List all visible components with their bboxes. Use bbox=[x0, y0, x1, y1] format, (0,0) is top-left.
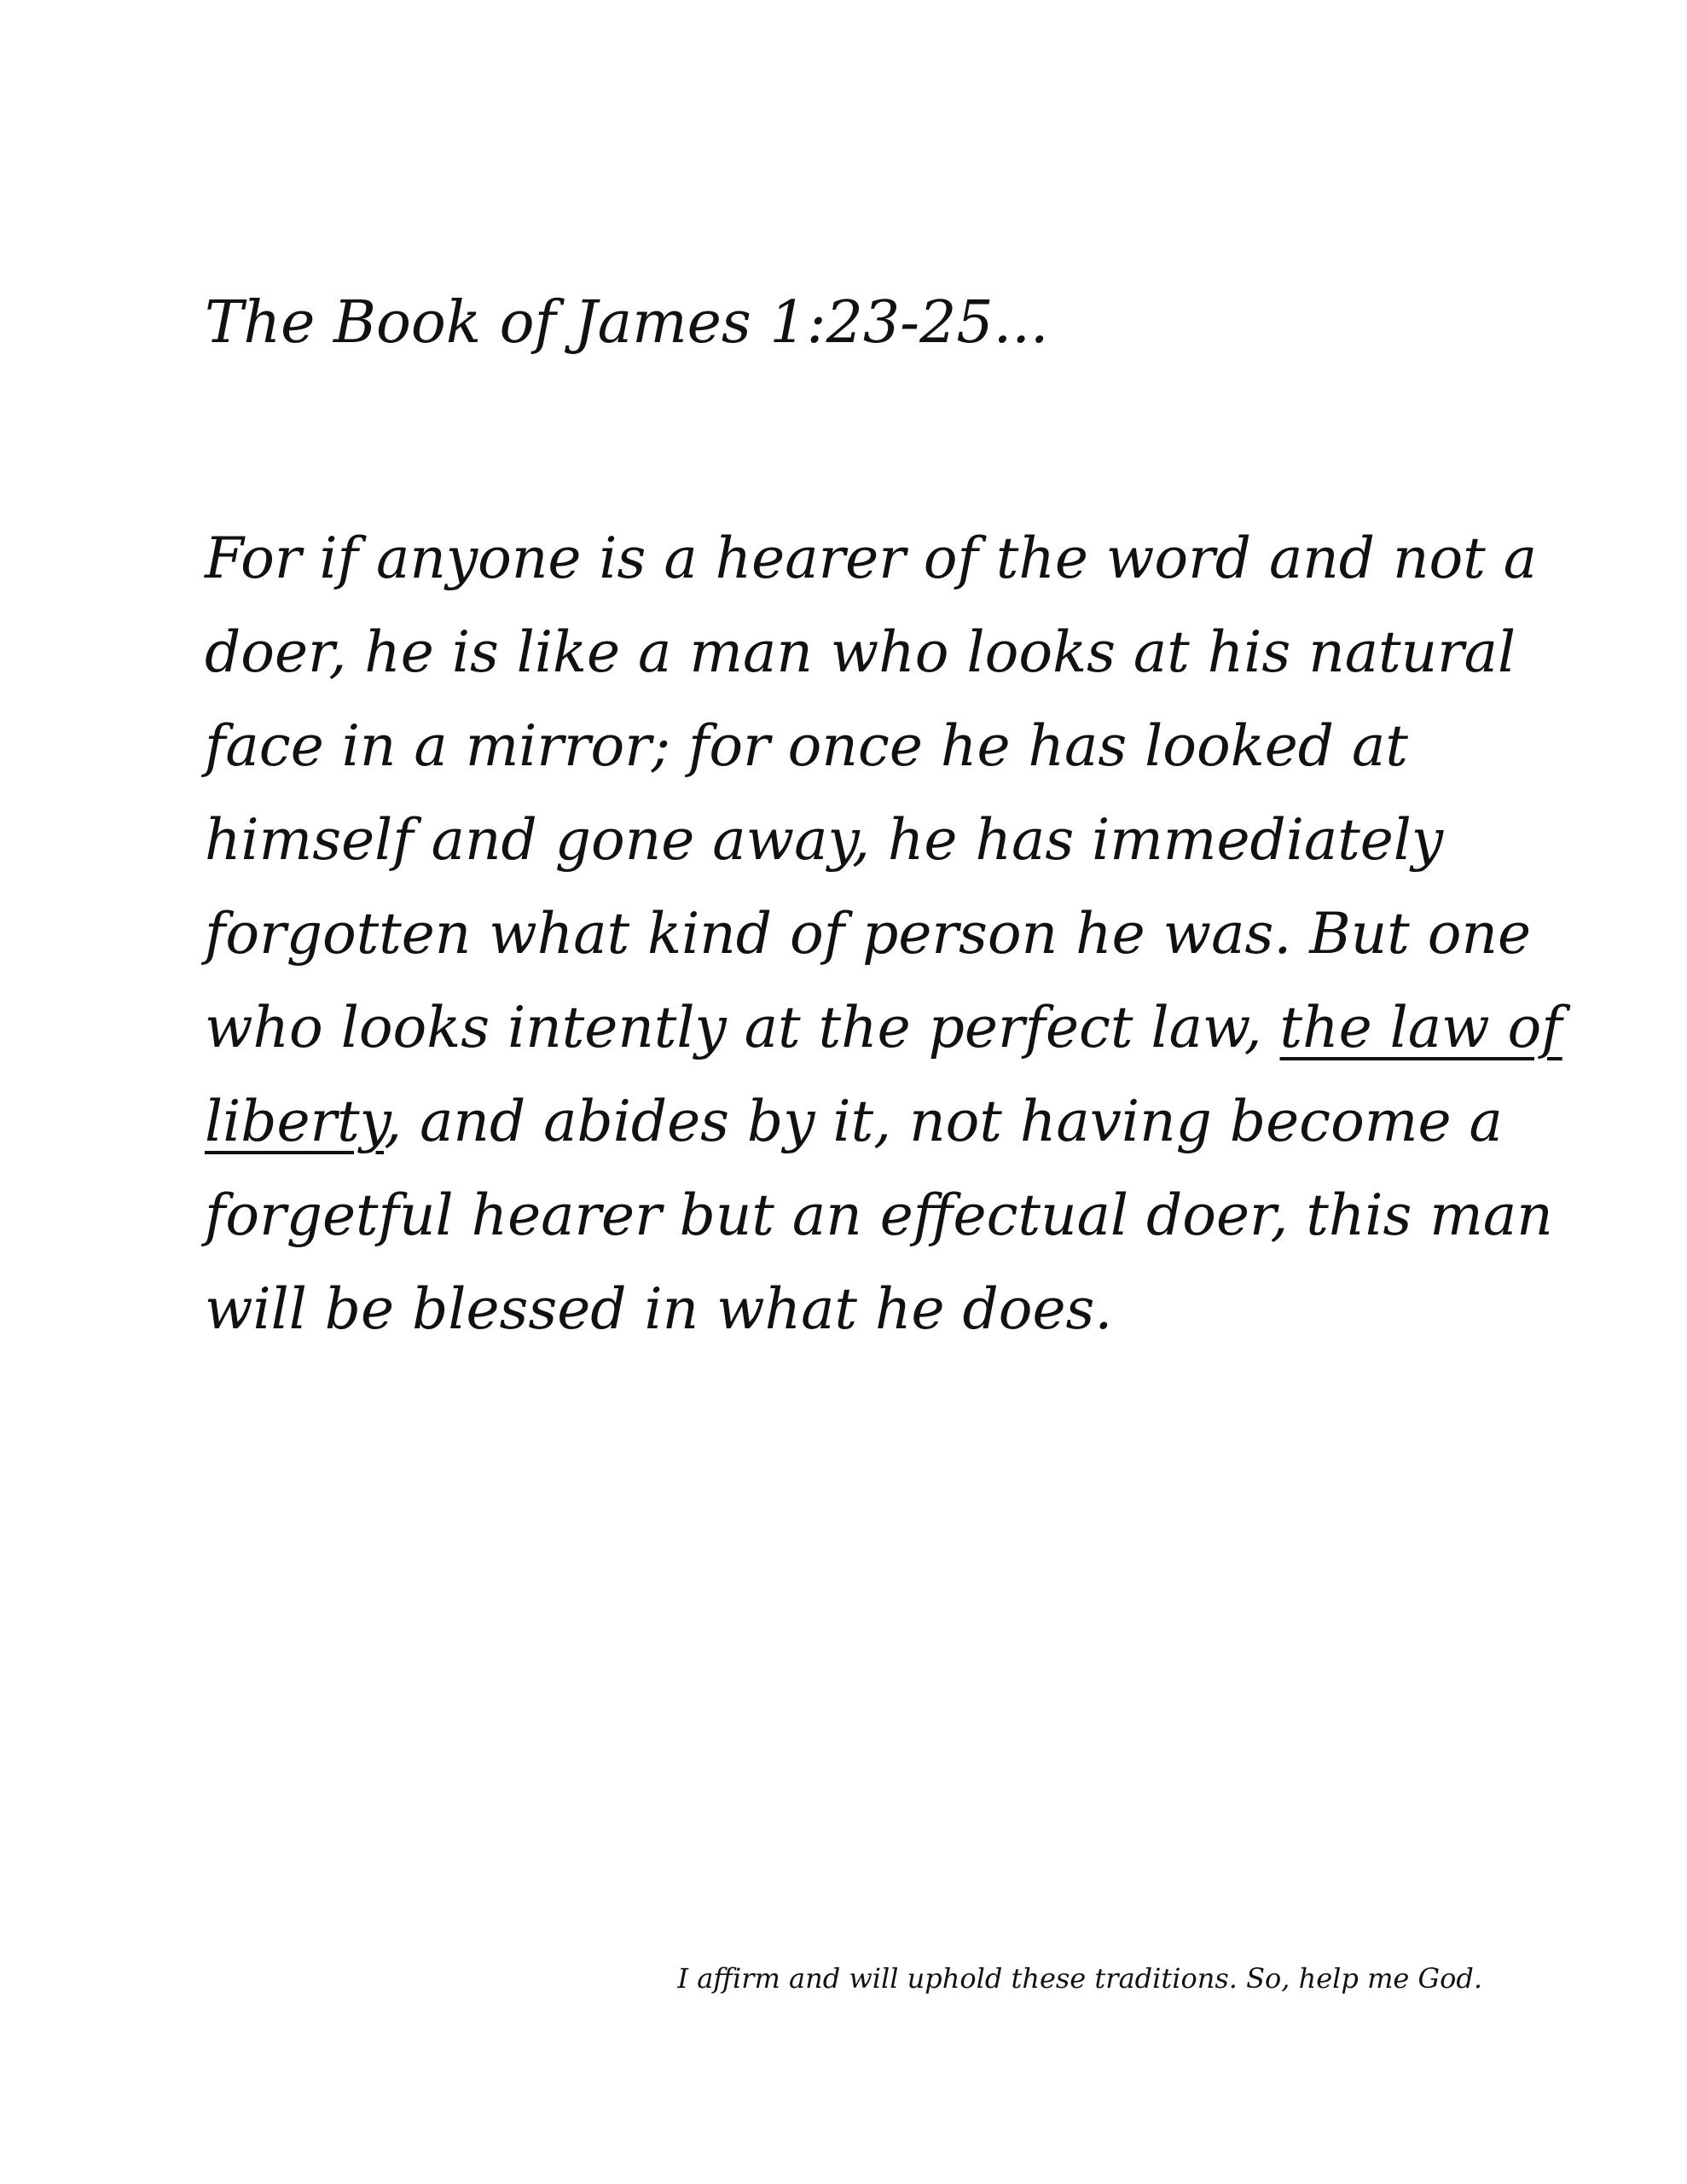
passage-line: will be blessed in what he does. bbox=[205, 1276, 1113, 1342]
underlined-phrase: the law of bbox=[1279, 995, 1562, 1060]
passage-line: forgetful hearer but an effectual doer, this man bbox=[205, 1182, 1553, 1248]
passage-text: who looks intently at the perfect law, bbox=[205, 995, 1280, 1060]
affirmation-line: I affirm and will uphold these traditions. So, help me God. bbox=[677, 1962, 1482, 1995]
passage-line bbox=[205, 1075, 1535, 1169]
passage-line: For if anyone is a hearer of the word and not a bbox=[205, 526, 1538, 591]
passage-text: , and abides by it, not having become a bbox=[384, 1089, 1503, 1154]
scripture-passage bbox=[205, 512, 1562, 1356]
underlined-phrase: liberty bbox=[205, 1089, 385, 1154]
passage-line: doer, he is like a man who looks at his natural bbox=[205, 619, 1516, 685]
passage-line bbox=[205, 981, 1562, 1075]
passage-line: forgotten what kind of person he was. But one bbox=[205, 901, 1532, 967]
scripture-heading: The Book of James 1:23-25... bbox=[205, 289, 1049, 357]
passage-line: himself and gone away, he has immediately bbox=[205, 807, 1444, 873]
passage-line: face in a mirror; for once he has looked at bbox=[205, 713, 1408, 779]
